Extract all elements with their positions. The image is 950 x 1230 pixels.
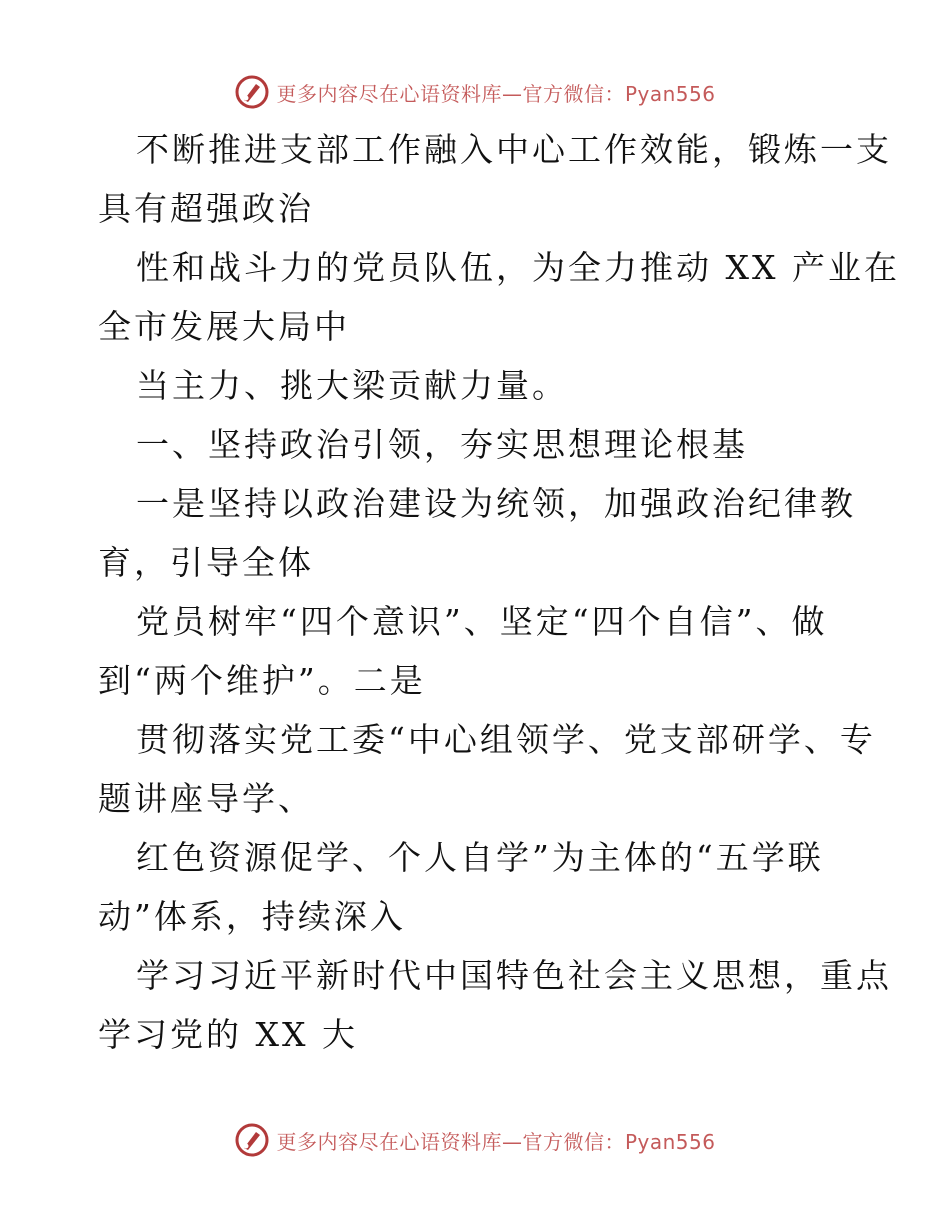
watermark-text: 更多内容尽在心语资料库—官方微信：Pyan556 bbox=[276, 81, 716, 106]
footer-watermark bbox=[0, 1120, 950, 1160]
text-line: 具有超强政治 bbox=[98, 189, 314, 228]
text-line: 不断推进支部工作融入中心工作效能，锻炼一支 bbox=[136, 130, 892, 169]
text-line: 动”体系，持续深入 bbox=[98, 897, 406, 936]
watermark-text: 更多内容尽在心语资料库—官方微信：Pyan556 bbox=[276, 1129, 716, 1154]
header-watermark bbox=[0, 72, 950, 112]
text-line: 一、坚持政治引领，夯实思想理论根基 bbox=[136, 425, 748, 464]
text-line: 党员树牢“四个意识”、坚定“四个自信”、做 bbox=[136, 602, 828, 641]
text-line: 一是坚持以政治建设为统领，加强政治纪律教 bbox=[136, 484, 856, 523]
text-line: 育，引导全体 bbox=[98, 543, 314, 582]
text-line: 学习习近平新时代中国特色社会主义思想，重点 bbox=[136, 956, 892, 995]
text-line: 全市发展大局中 bbox=[98, 307, 350, 346]
text-line: 贯彻落实党工委“中心组领学、党支部研学、专 bbox=[136, 720, 876, 759]
text-line: 性和战斗力的党员队伍，为全力推动 XX 产业在 bbox=[136, 248, 900, 287]
document-body bbox=[98, 120, 900, 1064]
text-line: 到“两个维护”。二是 bbox=[98, 661, 426, 700]
text-line: 题讲座导学、 bbox=[98, 779, 314, 818]
text-line: 学习党的 XX 大 bbox=[98, 1015, 358, 1054]
pen-logo-icon bbox=[234, 1122, 270, 1158]
pen-logo-icon bbox=[234, 74, 270, 110]
text-line: 当主力、挑大梁贡献力量。 bbox=[136, 366, 568, 405]
text-line: 红色资源促学、个人自学”为主体的“五学联 bbox=[136, 838, 824, 877]
